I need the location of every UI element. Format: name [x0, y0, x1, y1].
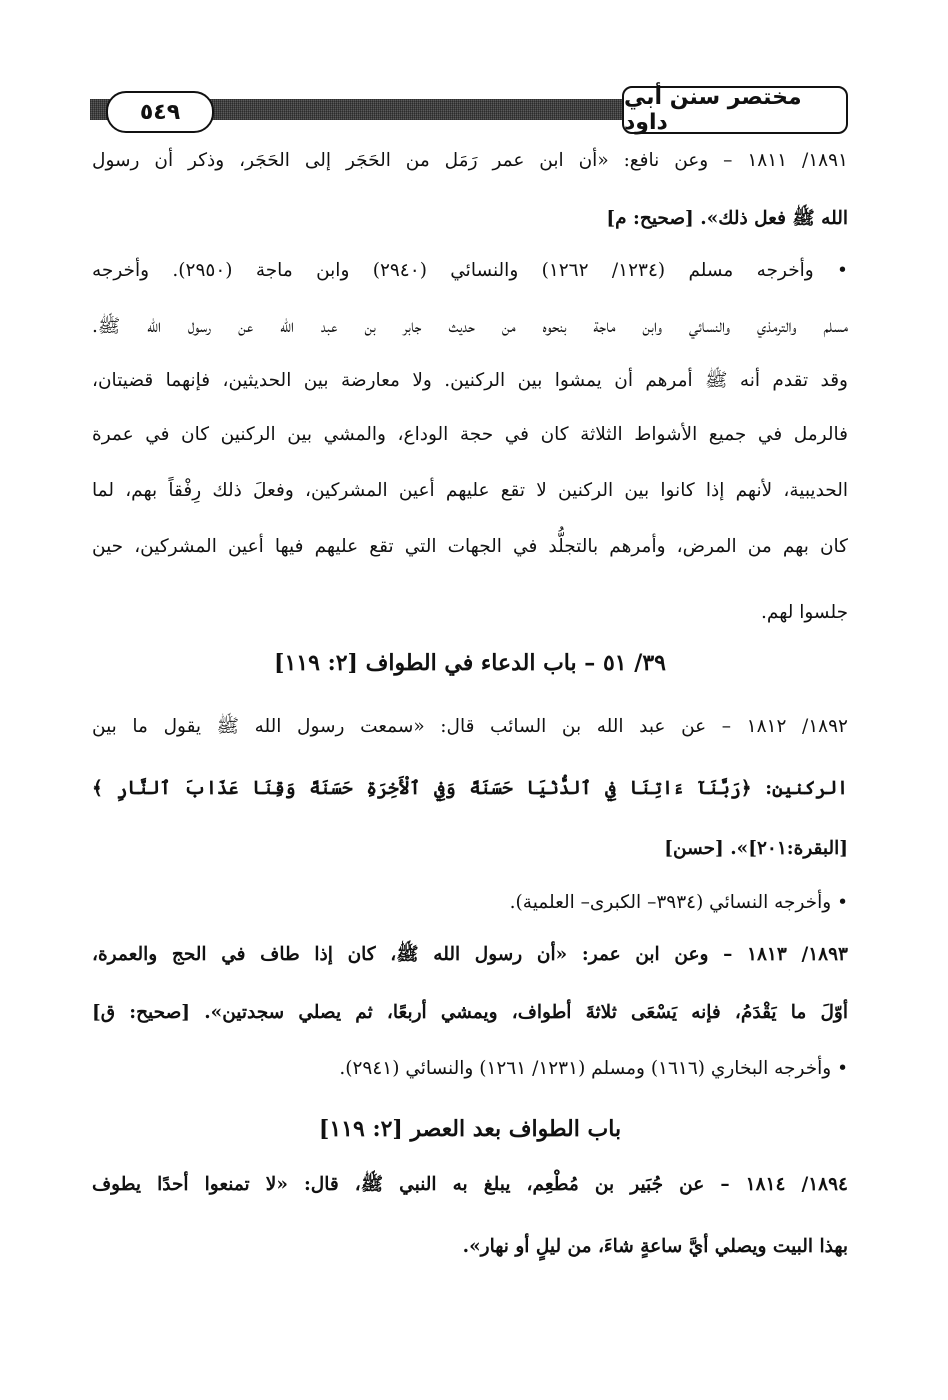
text-line: ١٨٩١/ ١٨١١ – وعن نافع: «أن ابن عمر رَمَل من الحَجَر إلى الحَجَر، وذكر أن رسول: [92, 150, 848, 171]
text-line: أوّلَ ما يَقْدَمُ، فإنه يَسْعَى ثلاثةَ أطواف، ويمشي أربعًا، ثم يصلي سجدتين». [صحيح: ق]: [92, 1002, 848, 1023]
text-line: فالرمل في جميع الأشواط الثلاثة كان في حجة الوداع، والمشي بين الركنين كان في عمرة: [92, 424, 848, 445]
text-line: كان بهم من المرض، وأمرهم بالتجلُّد في الجهات التي تقع عليهم فيها أعين المشركين، حين: [92, 536, 848, 557]
section-heading: ٣٩/ ٥١ – باب الدعاء في الطواف [٢: ١١٩]: [274, 650, 666, 676]
text-line: الحديبية، لأنهم إذا كانوا بين الركنين لا تقع عليهم أعين المشركين، وفعلَ ذلك رِفْقاً بهم، لما: [92, 480, 848, 501]
quran-verse-line: الركنين: ﴿رَبَّنَآ ءَاتِنَا فِي ٱلدُّنْيَا حَسَنَةً وَفِي ٱلْأَخِرَةِ حَسَنَةً وَقِنَا عَذَابَ ٱلنَّارِ ﴾: [92, 778, 848, 799]
section-heading: باب الطواف بعد العصر [٢: ١١٩]: [318, 1116, 622, 1142]
text-line: وقد تقدم أنه ﷺ أمرهم أن يمشوا بين الركنين. ولا معارضة بين الحديثين، فإنهما قضيتان،: [92, 370, 848, 391]
text-line: • وأخرجه مسلم (١٢٣٤/ ١٢٦٢) والنسائي (٢٩٤٠) وابن ماجة (٢٩٥٠). وأخرجه: [92, 260, 848, 281]
text-line: مسلم والترمذي والنسائي وابن ماجة بنحوه من حديث جابر بن عبد الله عن رسول الله ﷺ.: [92, 316, 848, 337]
text-line: [البقرة:٢٠١]». [حسن]: [664, 838, 848, 859]
text-line: جلسوا لهم.: [761, 602, 848, 623]
book-title: مختصر سنن أبي داود: [622, 86, 848, 134]
text-line: ١٨٩٣/ ١٨١٣ – وعن ابن عمر: «أن رسول الله ﷺ، كان إذا طاف في الحج والعمرة،: [92, 944, 848, 965]
text-line: بهذا البيت ويصلي أيَّ ساعةٍ شاءَ، من ليلٍ أو نهار».: [462, 1236, 848, 1257]
text-line: • وأخرجه البخاري (١٦١٦) ومسلم (١٢٣١/ ١٢٦١) والنسائي (٢٩٤١).: [339, 1058, 848, 1079]
text-line: • وأخرجه النسائي (٣٩٣٤– الكبرى– العلمية).: [509, 892, 848, 913]
text-line: الله ﷺ فعل ذلك». [صحيح: م]: [606, 208, 848, 229]
page-number: ٥٤٩: [106, 91, 214, 133]
text-line: ١٨٩٤/ ١٨١٤ – عن جُبَير بن مُطْعِم، يبلغ به النبي ﷺ، قال: «لا تمنعوا أحدًا يطوف: [92, 1174, 848, 1195]
text-line: ١٨٩٢/ ١٨١٢ – عن عبد الله بن السائب قال: «سمعت رسول الله ﷺ يقول ما بين: [92, 716, 848, 737]
